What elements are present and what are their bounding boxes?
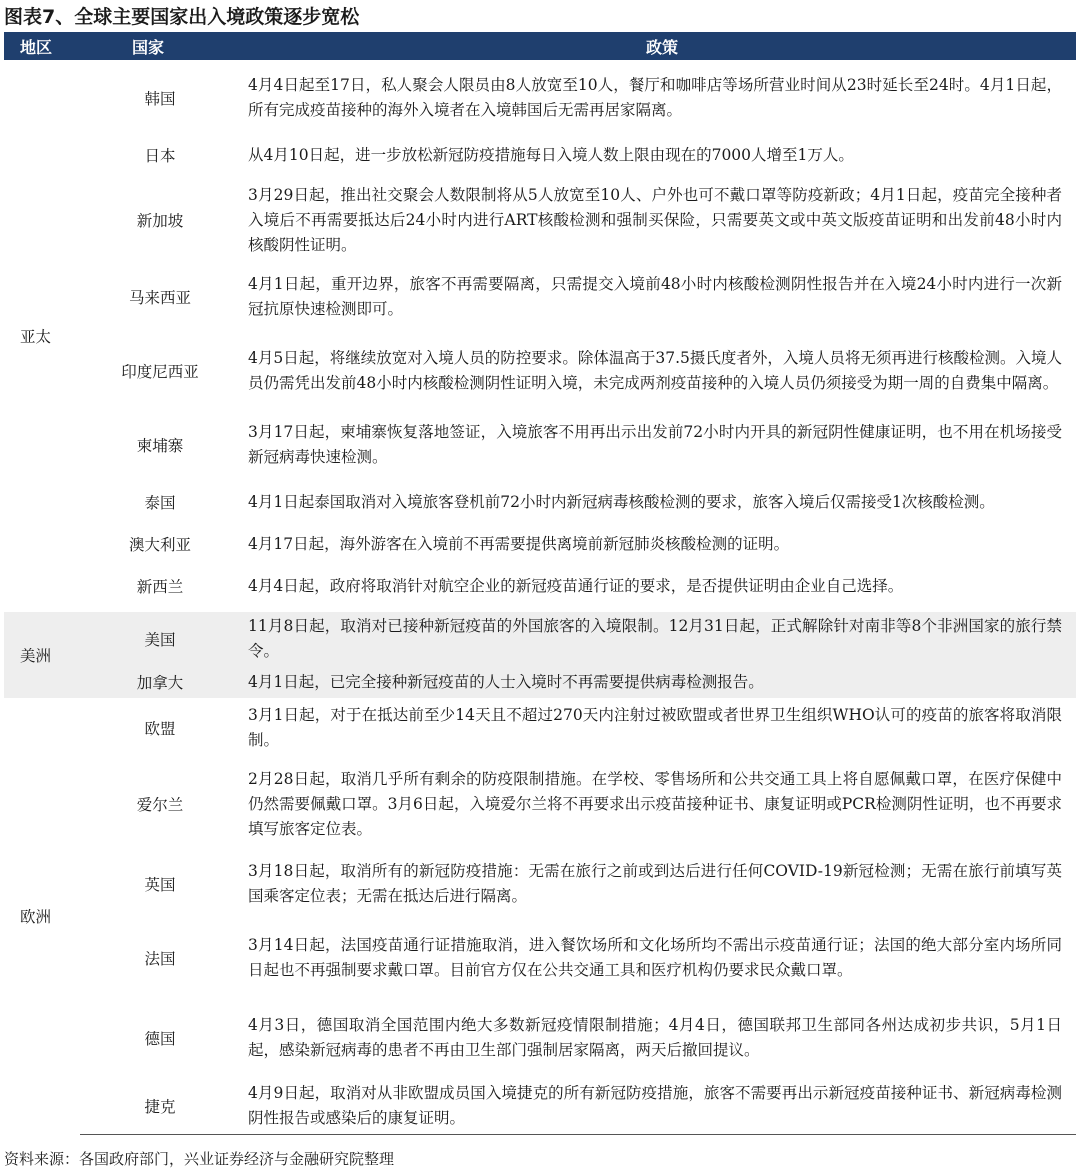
- table-row: [4, 328, 1076, 414]
- country-cell: 澳大利亚: [128, 536, 191, 554]
- country-cell: 印度尼西亚: [121, 363, 199, 381]
- table-row: [4, 612, 1076, 666]
- table-row: [4, 998, 1076, 1078]
- policy-cell: 3月1日起，对于在抵达前至少14天且不超过270天内注射过被欧盟或者世界卫生组织WHO认可的疫苗的旅客将取消限制。: [248, 706, 1062, 749]
- policy-cell: 从4月10日起，进一步放松新冠防疫措施每日入境人数上限由现在的7000人增至1万人。: [248, 145, 854, 164]
- country-cell: 法国: [144, 950, 176, 968]
- country-cell: 捷克: [80, 1078, 240, 1134]
- country-cell: 新加坡: [136, 212, 184, 230]
- policy-cell: 4月1日起泰国取消对入境旅客登机前72小时内新冠病毒核酸检测的要求，旅客入境后仅需接受1次核酸检测。: [248, 492, 995, 511]
- country-cell: 德国: [144, 1030, 176, 1048]
- chart-title: 图表7、全球主要国家出入境政策逐步宽松: [4, 6, 360, 28]
- country-cell: 英国: [144, 876, 176, 894]
- policy-cell: 3月14日起，法国疫苗通行证措施取消，进入餐饮场所和文化场所均不需出示疫苗通行证；法国的绝大部分室内场所同日起也不再强制要求戴口罩。目前官方仅在公共交通工具和医疗机构仍要求民众戴口罩。: [248, 936, 1062, 979]
- policy-cell: 4月1日起，已完全接种新冠疫苗的人士入境时不再需要提供病毒检测报告。: [240, 666, 1076, 698]
- header-country: 国家: [80, 32, 240, 60]
- policy-cell: 2月28日起，取消几乎所有剩余的防疫限制措施。在学校、零售场所和公共交通工具上将自愿佩戴口罩，在医疗保健中仍然需要佩戴口罩。3月6日起，入境爱尔兰将不再要求出示疫苗接种证书、康复证明或PCR检测阴性证明，也不再要求填写旅客定位表。: [248, 769, 1062, 838]
- table-row: [4, 698, 1076, 758]
- country-cell: 加拿大: [80, 666, 240, 698]
- region-cell: 亚太: [20, 328, 52, 346]
- country-cell: 美国: [80, 612, 240, 666]
- policy-cell: 11月8日起，取消对已接种新冠疫苗的外国旅客的入境限制。12月31日起，正式解除针对南非等8个非洲国家的旅行禁令。: [240, 612, 1076, 666]
- table-row: [4, 666, 1076, 698]
- country-cell: 欧盟: [144, 720, 176, 738]
- table-row: [4, 266, 1076, 328]
- table-row: [4, 758, 1076, 850]
- country-cell: 泰国: [144, 494, 176, 512]
- policy-cell: 4月1日起，重开边界，旅客不再需要隔离，只需提交入境前48小时内核酸检测阴性报告并在入境24小时内进行一次新冠抗原快速检测即可。: [248, 275, 1062, 318]
- policy-cell: 3月18日起，取消所有的新冠防疫措施：无需在旅行之前或到达后进行任何COVID-19新冠检测；无需在旅行前填写英国乘客定位表；无需在抵达后进行隔离。: [248, 862, 1062, 905]
- country-cell: 韩国: [144, 90, 176, 108]
- country-cell: 柬埔寨: [136, 437, 184, 455]
- policy-cell: 4月4日起至17日，私人聚会人限员由8人放宽至10人，餐厅和咖啡店等场所营业时间从23时延长至24时。4月1日起，所有完成疫苗接种的海外入境者在入境韩国后无需再居家隔离。: [248, 76, 1062, 119]
- country-cell: 马来西亚: [128, 289, 191, 307]
- table-row: [4, 850, 1076, 918]
- table-row: [4, 136, 1076, 174]
- policy-cell: 4月17日起，海外游客在入境前不再需要提供离境前新冠肺炎核酸检测的证明。: [248, 534, 790, 553]
- policy-cell: 3月29日起，推出社交聚会人数限制将从5人放宽至10人、户外也可不戴口罩等防疫新政；4月1日起，疫苗完全接种者入境后不再需要抵达后24小时内进行ART核酸检测和强制买保险，只需要英文或中英文版疫苗证明和出发前48小时内核酸阴性证明。: [248, 185, 1062, 254]
- table-row: [4, 1078, 1076, 1134]
- table-row: [4, 528, 1076, 560]
- policy-cell: 4月5日起，将继续放宽对入境人员的防控要求。除体温高于37.5摄氏度者外，入境人员将无须再进行核酸检测。入境人员仍需凭出发前48小时内核酸检测阴性证明入境，未完成两剂疫苗接种的入境人员仍须接受为期一周的自费集中隔离。: [248, 349, 1062, 392]
- table-row: [4, 174, 1076, 266]
- table-row: [4, 60, 1076, 136]
- table-row: [4, 476, 1076, 528]
- region-cell: 欧洲: [20, 908, 52, 926]
- policy-cell: 3月17日起，柬埔寨恢复落地签证，入境旅客不用再出示出发前72小时内开具的新冠阴性健康证明，也不用在机场接受新冠病毒快速检测。: [248, 423, 1062, 466]
- policy-table: [4, 32, 1076, 1135]
- region-cell: 美洲: [4, 612, 80, 698]
- table-row: [4, 414, 1076, 476]
- header-policy: 政策: [240, 32, 1076, 60]
- table-row: [4, 918, 1076, 998]
- country-cell: 爱尔兰: [136, 796, 184, 814]
- table-row: [4, 560, 1076, 612]
- policy-cell: 4月3日，德国取消全国范围内绝大多数新冠疫情限制措施；4月4日，德国联邦卫生部同各州达成初步共识，5月1日起，感染新冠病毒的患者不再由卫生部门强制居家隔离，两天后撤回提议。: [248, 1016, 1062, 1059]
- country-cell: 新西兰: [136, 578, 184, 596]
- country-cell: 日本: [144, 147, 176, 165]
- header-region: 地区: [4, 32, 80, 60]
- policy-cell: 4月4日起，政府将取消针对航空企业的新冠疫苗通行证的要求，是否提供证明由企业自己选择。: [248, 576, 904, 595]
- policy-cell: 4月9日起，取消对从非欧盟成员国入境捷克的所有新冠防疫措施，旅客不需要再出示新冠疫苗接种证书、新冠病毒检测阴性报告或感染后的康复证明。: [240, 1078, 1076, 1134]
- table-header-row: [4, 32, 1076, 60]
- source-note: 资料来源：各国政府部门，兴业证券经济与金融研究院整理: [4, 1150, 395, 1168]
